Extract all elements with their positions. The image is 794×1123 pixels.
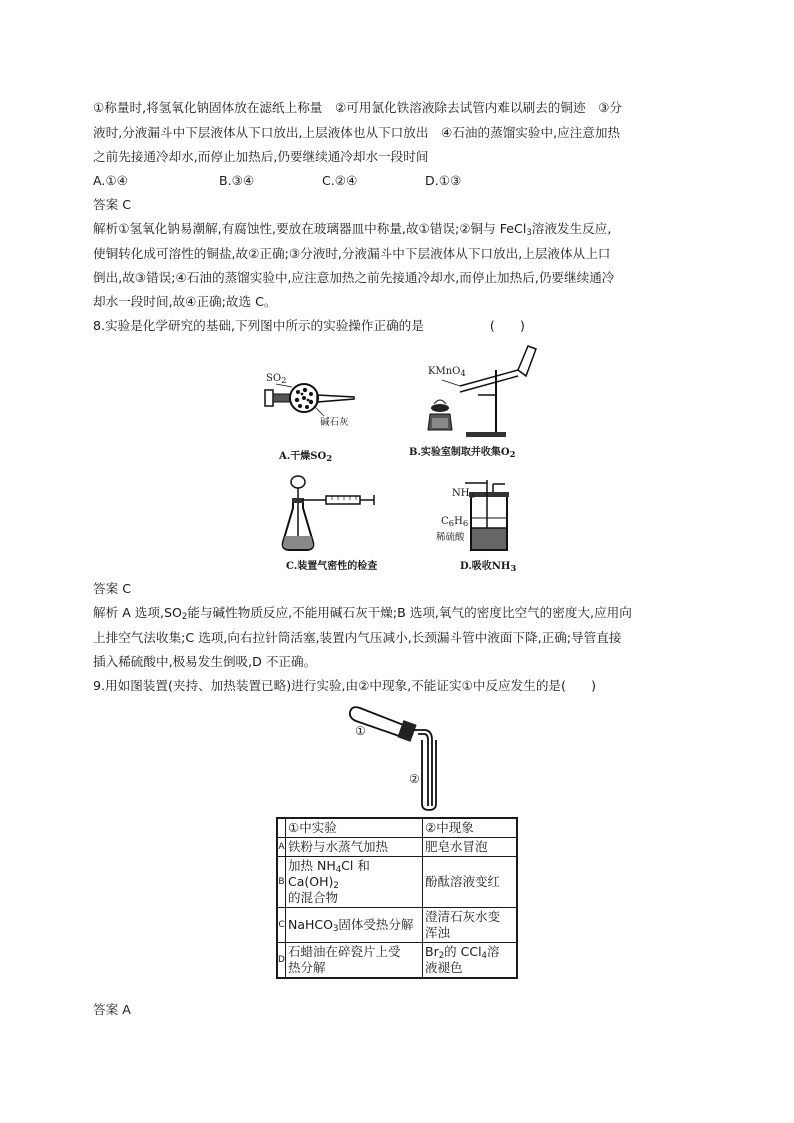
q9-label-2: ②	[409, 772, 420, 786]
q9-stem: 9.用如图装置(夹持、加热装置已略)进行实验,由②中现象,不能证实①中反应发生的是( )	[93, 678, 597, 693]
figure-d-caption: D.吸收$NH_3$	[460, 561, 517, 574]
q8-stem: 8.实验是化学研究的基础,下列图中所示的实验操作正确的是 ( )	[93, 318, 525, 333]
q7-options	[93, 172, 461, 190]
figure-a-lime-label: 碱石灰	[320, 417, 349, 428]
q7-answer: 答案 C	[93, 197, 131, 212]
table-row	[277, 908, 517, 943]
figure-b-kmno4-label: KMnO$_4$	[428, 366, 466, 379]
q9-answer: 答案 A	[93, 1002, 131, 1017]
figure-a-so2-label: $SO_2$	[266, 373, 287, 386]
q7-analysis-line-2: 使铜转化成可溶性的铜盐,故②正确;③分液时,分液漏斗中下层液体从下口放出,上层液体从上口	[93, 246, 611, 261]
q7-stem-line-2: 液时,分液漏斗中下层液体从下口放出,上层液体也从下口放出 ④石油的蒸馏实验中,应注意加热	[93, 125, 621, 140]
table-row	[277, 838, 517, 857]
row-key: B	[277, 857, 286, 908]
q8-answer: 答案 C	[93, 581, 131, 596]
row-key: A	[277, 838, 286, 857]
q8-analysis-line-2: 上排空气法收集;C 选项,向右拉针筒活塞,装置内气压减小,长颈漏斗管中液面下降,正确;导管直接	[93, 630, 622, 645]
q8-analysis-line-1: 解析 A 选项$,SO_2$能与碱性物质反应,不能用碱石灰干燥;B 选项,氧气的密度比空气的密度大,应用向	[93, 605, 632, 622]
figure-d-nh3-label: $NH_3$	[452, 488, 475, 501]
row-phenomenon: $Br_2$的 CCl$_4$溶 液褪色	[423, 943, 518, 979]
q7-option-c: C.②④	[322, 173, 358, 188]
table-row	[277, 857, 517, 908]
row-key: D	[277, 943, 286, 979]
q7-option-d: D.①③	[425, 173, 462, 188]
q8-answer-paren: ( )	[489, 318, 525, 333]
q9-experiment-table	[276, 817, 518, 979]
q8-analysis-line-3: 插入稀硫酸中,极易发生倒吸,D 不正确。	[93, 654, 317, 669]
figure-a-caption: A.干燥$SO_2$	[279, 451, 333, 464]
row-key: C	[277, 908, 286, 943]
q7-analysis-line-4: 却水一段时间,故④正确;故选 C。	[93, 294, 277, 309]
figure-c-caption: C.装置气密性的检查	[286, 561, 378, 572]
row-experiment: 加热 $NH_4Cl$ 和 $Ca(OH)_2$ 的混合物	[286, 857, 423, 908]
figure-d-benzene-label: $C_6H_6$	[441, 516, 469, 529]
figure-d-acid-label: 稀硫酸	[436, 532, 465, 543]
q7-analysis-line-1: 解析①氢氧化钠易潮解,有腐蚀性,要放在玻璃器皿中称量,故①错误;②铜与 FeCl$_3$溶液发生反应,	[93, 221, 612, 238]
q9-label-1: ①	[355, 724, 366, 738]
row-phenomenon: 澄清石灰水变 浑浊	[423, 908, 518, 943]
row-experiment: 石蜡油在碎瓷片上受 热分解	[286, 943, 423, 979]
figure-b-oxygen-setup	[418, 340, 538, 440]
q7-option-b: B.③④	[219, 173, 255, 188]
table-header-phenomenon: ②中现象	[423, 818, 518, 838]
q9-apparatus	[346, 700, 446, 812]
figure-c-airtightness-setup	[278, 470, 383, 555]
q7-stem-line-1: ①称量时,将氢氧化钠固体放在滤纸上称量 ②可用氯化铁溶液除去试管内难以刷去的铜迹 ③分	[93, 100, 623, 115]
row-phenomenon: 肥皂水冒泡	[423, 838, 518, 857]
table-header-row	[277, 818, 517, 838]
row-experiment: 铁粉与水蒸气加热	[286, 838, 423, 857]
q7-stem-line-3: 之前先接通冷却水,而停止加热后,仍要继续通冷却水一段时间	[93, 149, 429, 164]
q7-analysis-line-3: 倒出,故③错误;④石油的蒸馏实验中,应注意加热之前先接通冷却水,而停止加热后,仍要继续通冷	[93, 270, 615, 285]
row-experiment: NaHCO$_3$固体受热分解	[286, 908, 423, 943]
figure-b-caption: B.实验室制取并收集$O_2$	[409, 447, 516, 460]
row-phenomenon: 酚酞溶液变红	[423, 857, 518, 908]
table-header-experiment: ①中实验	[286, 818, 423, 838]
q7-option-a: A.①④	[93, 173, 128, 188]
table-row	[277, 943, 517, 979]
